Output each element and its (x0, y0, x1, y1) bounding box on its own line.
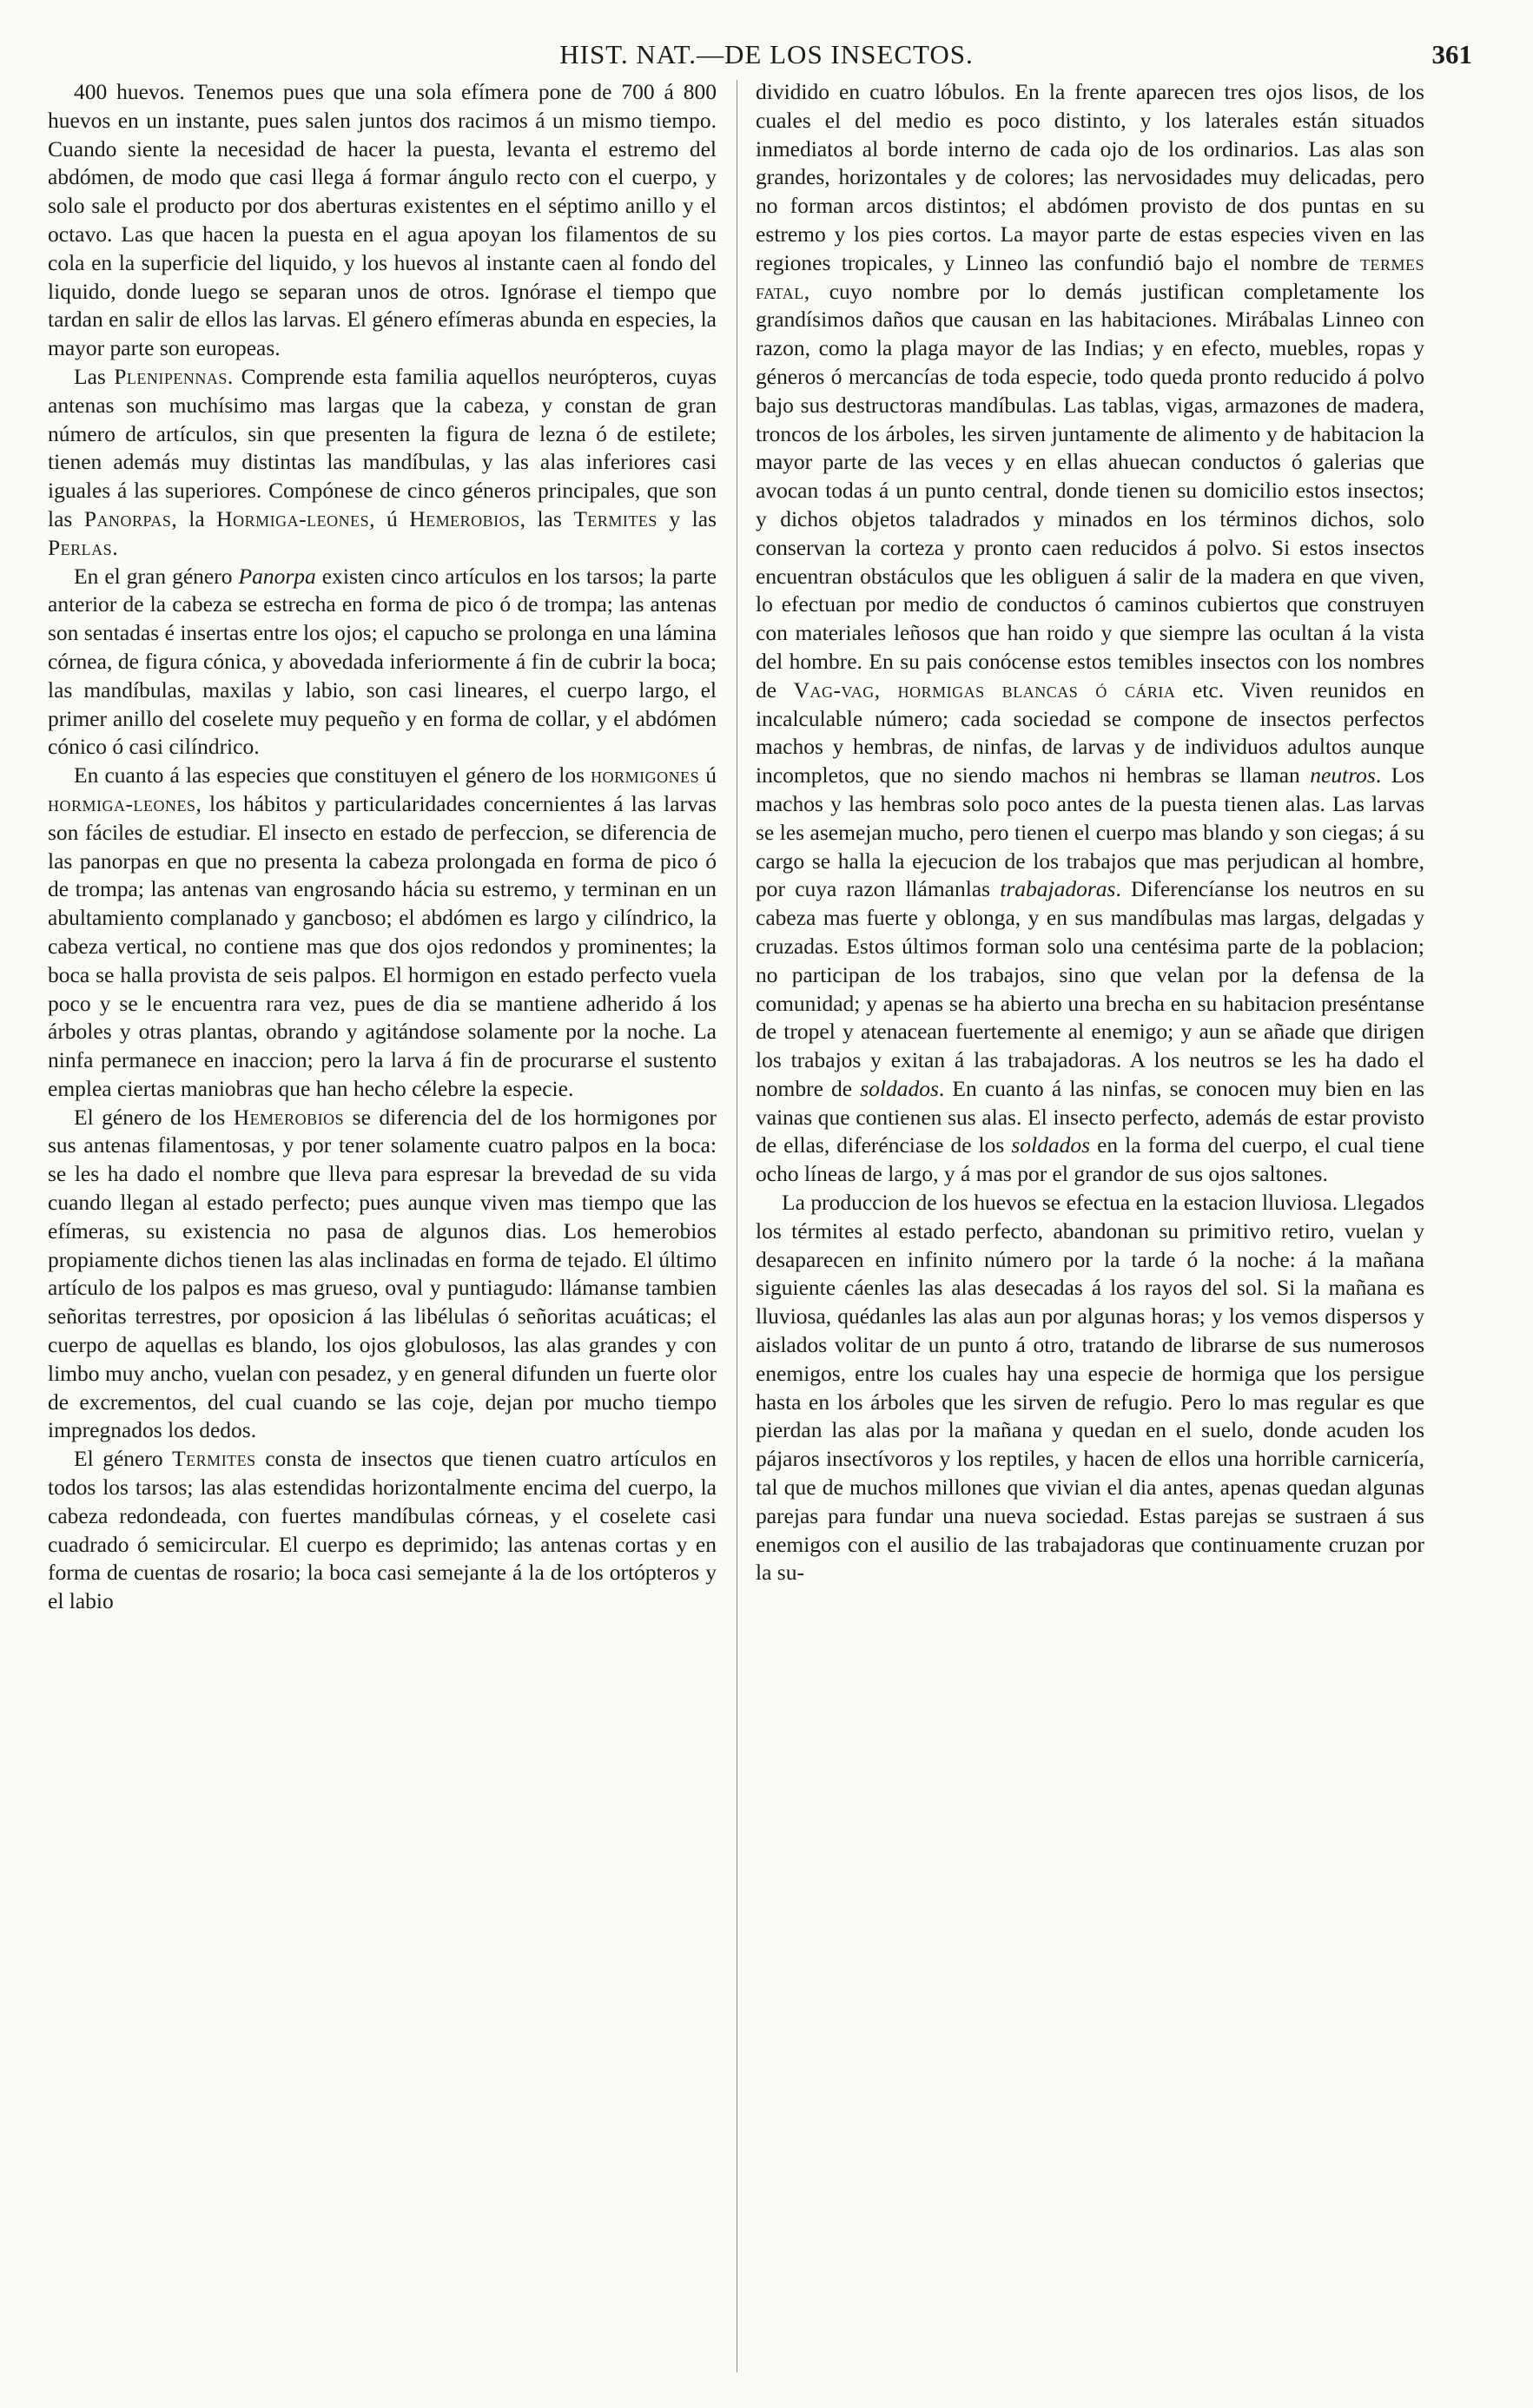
text-run: Las (74, 363, 115, 389)
text-run: . Comprende esta familia aquellos neurópteros, cuyas antenas son muchísimo mas largas que la cabeza, y constan de gran número de artículos, sin que presenten la figura de lezna ó de estilete; tienen además muy distintas las mandíbulas, y las alas inferiores casi iguales á las superiores. Compónese de cinco géneros principales, que son las (48, 363, 717, 531)
page-number: 361 (1431, 39, 1472, 69)
text-run: dividido en cuatro lóbulos. En la frente aparecen tres ojos lisos, de los cuales el del medio es poco distinto, y los laterales están situados inmediatos al borde interno de cada ojo de los ordinarios. Las alas son grandes, horizontales y de colores; las nervosidades muy delicadas, pero no forman arcos distintos; el abdómen provisto de dos puntas en su estremo y los pies cortos. La mayor parte de estas especies viven en las regiones tropicales, y Linneo las confundió bajo el nombre de (756, 79, 1424, 275)
paragraph (48, 78, 717, 363)
text-run: . En cuanto á las ninfas, se conocen muy bien en las vainas que contienen sus alas. El insecto perfecto, además de estar provisto de ellas, diferénciase de los (756, 1075, 1424, 1158)
text-run: en la forma del cuerpo, el cual tiene ocho líneas de largo, y á mas por el grandor de sus ojos saltones. (756, 1132, 1424, 1187)
text-run: , los hábitos y particularidades concernientes á las larvas son fáciles de estudiar. El insecto en estado de perfeccion, se diferencia de las panorpas en que no presenta la cabeza prolongada en forma de pico ó de trompa; las antenas van engrosando hácia su estremo, y terminan en un abultamiento complanado y gancboso; el abdómen es largo y cilíndrico, la cabeza vertical, no contiene mas que dos ojos redondos y prominentes; la boca se halla provista de seis palpos. El hormigon en estado perfecto vuela poco y se le encuentra rara vez, pues de dia se mantiene adherido á los árboles y otras plantas, obrando y agitándose solamente por la noche. La ninfa permanece en inaccion; pero la larva á fin de procurarse el sustento emplea ciertas maniobras que han hecho célebre la especie. (48, 790, 717, 1101)
text-run: La produccion de los huevos se efectua en la estacion lluviosa. Llegados los térmites al estado perfecto, abandonan su primitivo retiro, vuelan y desaparecen en infinito número por la tarde ó la noche: á la mañana siguiente cáenles las alas desecadas á los rayos del sol. Si la mañana es lluviosa, quédanles las alas aun por algunas horas; y los vemos dispersos y aislados volitar de un punto á otro, tratando de librarse de sus numerosos enemigos, entre los cuales hay una especie de hormiga que los persigue hasta en los árboles que les sirven de refugio. Pero lo mas regular es que pierdan las alas por la mañana y quedan en el suelo, donde acuden los pájaros insectívoros y los reptiles, y hacen de ellos una horrible carnicería, tal que de muchos millones que vivian el dia antes, apenas quedan algunas parejas para fundar una nueva sociedad. Estas parejas se sustraen á sus enemigos con el ausilio de las trabajadoras que continuamente cruzan por la su- (756, 1190, 1424, 1586)
small-caps-term: Termites (573, 505, 657, 531)
text-run: . Los machos y las hembras solo poco antes de la puesta tienen alas. Las larvas se les asemejan mucho, pero tienen el cuerpo mas blando y son ciegas; á su cargo se halla la ejecucion de los trabajos que mas perjudican al hombre, por cuya razon llámanlas (756, 762, 1424, 902)
paragraph (48, 762, 717, 1104)
paragraph (756, 1189, 1424, 1587)
italic-term: soldados (1011, 1132, 1091, 1158)
text-run: En el gran género (74, 563, 239, 589)
text-run: y las (657, 505, 717, 531)
italic-term: trabajadoras (1000, 876, 1116, 902)
small-caps-term: Hemerobios (233, 1104, 345, 1130)
paragraph (48, 1445, 717, 1616)
small-caps-term: Plenipennas (114, 363, 228, 389)
text-run: consta de insectos que tienen cuatro artículos en todos los tarsos; las alas estendidas horizontalmente encima del cuerpo, la cabeza redondeada, con fuertes mandíbulas córneas, y el coselete casi cuadrado ó semicircular. El cuerpo es deprimido; las antenas cortas y en forma de cuentas de rosario; la boca casi semejante á la de los ortópteros y el labio (48, 1446, 717, 1614)
left-column (48, 78, 717, 1616)
small-caps-term: Hemerobios (409, 505, 520, 531)
italic-term: neutros (1310, 762, 1376, 788)
text-run: El género de los (74, 1104, 234, 1130)
small-caps-term: Hormiga-leones (216, 505, 370, 531)
text-run: 400 huevos. Tenemos pues que una sola efímera pone de 700 á 800 huevos en un instante, pues salen juntos dos racimos á un mismo tiempo. Cuando siente la necesidad de hacer la puesta, levanta el estremo del abdómen, de modo que casi llega á formar ángulo recto con el cuerpo, y solo sale el producto por dos aberturas existentes en el séptimo anillo y el octavo. Las que hacen la puesta en el agua apoyan los filamentos de su cola en la superficie del liquido, y los huevos al instante caen al fondo del liquido, donde luego se separan unos de otros. Ignórase el tiempo que tardan en salir de ellos las larvas. El género efímeras abunda en especies, la mayor parte son europeas. (48, 79, 717, 361)
text-run: existen cinco artículos en los tarsos; la parte anterior de la cabeza se estrecha en forma de pico ó de trompa; las antenas son sentadas é insertas entre los ojos; el capucho se prolonga en una lámina córnea, de figura cónica, y abovedada inferiormente á fin de cubrir la boca; las mandíbulas, maxilas y labio, son casi lineares, el cuerpo largo, el primer anillo del coselete muy pequeño y en forma de collar, y el abdómen cónico ó casi cilíndrico. (48, 563, 717, 760)
italic-term: soldados (860, 1075, 939, 1101)
small-caps-term: Perlas (48, 534, 113, 560)
text-run: , ú (369, 505, 410, 531)
paragraph (48, 1104, 717, 1446)
paragraph (48, 563, 717, 762)
small-caps-term: termes fatal (756, 249, 1424, 304)
text-run: ú (699, 762, 717, 788)
text-run: , las (519, 505, 574, 531)
small-caps-term: Vag-vag, hormigas blancas ó cária (793, 676, 1176, 703)
small-caps-term: hormiga-leones (48, 790, 196, 816)
small-caps-term: Panorpas (83, 505, 172, 531)
text-run: , cuyo nombre por lo demás justifican completamente los grandísimos daños que causan en las habitaciones. Mirábalas Linneo con razon, como la plaga mayor de las Indias; y en efecto, muebles, ropas y géneros ó mercancías de toda especie, todo queda pronto reducido á polvo bajo sus destructoras mandíbulas. Las tablas, vigas, armazones de madera, troncos de los árboles, les sirven juntamente de alimento y de habitacion la mayor parte de las veces y en ellas ahuecan conductos ó galerias que avocan todas á un punto central, donde tienen su domicilio estos insectos; y dichos objetos taladrados y minados en los términos dichos, solo conservan la corteza y pronto caen reducidos á polvo. Si estos insectos encuentran obstáculos que les obliguen á salir de la madera en que viven, lo efectuan por medio de conductos ó caminos cubiertos que construyen con materiales leñosos que han roido y que siempre las ocultan á la vista del hombre. En su pais conócense estos temibles insectos con los nombres de (756, 278, 1424, 703)
right-column (756, 78, 1424, 1587)
text-run: En cuanto á las especies que constituyen el género de los (74, 762, 591, 788)
text-run: etc. Viven reunidos en incalculable número; cada sociedad se compone de insectos perfectos machos y hembras, de ninfas, de larvas y de individuos adultos aunque incompletos, que no siendo machos ni hembras se llaman (756, 676, 1424, 788)
italic-term: Panorpa (238, 563, 316, 589)
text-run: . Diferencíanse los neutros en su cabeza mas fuerte y oblonga, y en sus mandíbulas mas largas, delgadas y cruzadas. Estos últimos forman solo una centésima parte de la poblacion; no participan de los trabajos, sino que velan por la defensa de la comunidad; y apenas se ha abierto una brecha en su habitacion preséntanse de tropel y atenacean fuertemente al enemigo; y aun se añade que dirigen los trabajos y exitan á las trabajadoras. A los neutros se les ha dado el nombre de (756, 876, 1424, 1101)
text-run: El género (74, 1446, 173, 1472)
running-head (0, 33, 1533, 76)
paragraph (48, 363, 717, 563)
small-caps-term: Termites (172, 1446, 256, 1472)
paragraph (756, 78, 1424, 1189)
text-run: . (112, 534, 118, 560)
text-run: , la (171, 505, 217, 531)
text-run: se diferencia del de los hormigones por sus antenas filamentosas, y por tener solamente cuatro palpos en la boca: se les ha dado el nombre que lleva para espresar la brevedad de su vida cuando llegan al estado perfecto; pues aunque viven mas tiempo que las efímeras, su existencia no pasa de algunos dias. Los hemerobios propiamente dichos tienen las alas inclinadas en forma de tejado. El último artículo de los palpos es mas grueso, oval y puntiagudo: llámanse tambien señoritas terrestres, por oposicion á las libélulas ó señoritas acuáticas; el cuerpo de aquellas es blando, los ojos globulosos, las alas grandes y con limbo muy ancho, vuelan con pesadez, y en general difunden un fuerte olor de excrementos, del cual cuando se las coje, dejan por mucho tiempo impregnados los dedos. (48, 1104, 717, 1443)
small-caps-term: hormigones (591, 762, 700, 788)
running-title: HIST. NAT.—DE LOS INSECTOS. (559, 39, 974, 69)
